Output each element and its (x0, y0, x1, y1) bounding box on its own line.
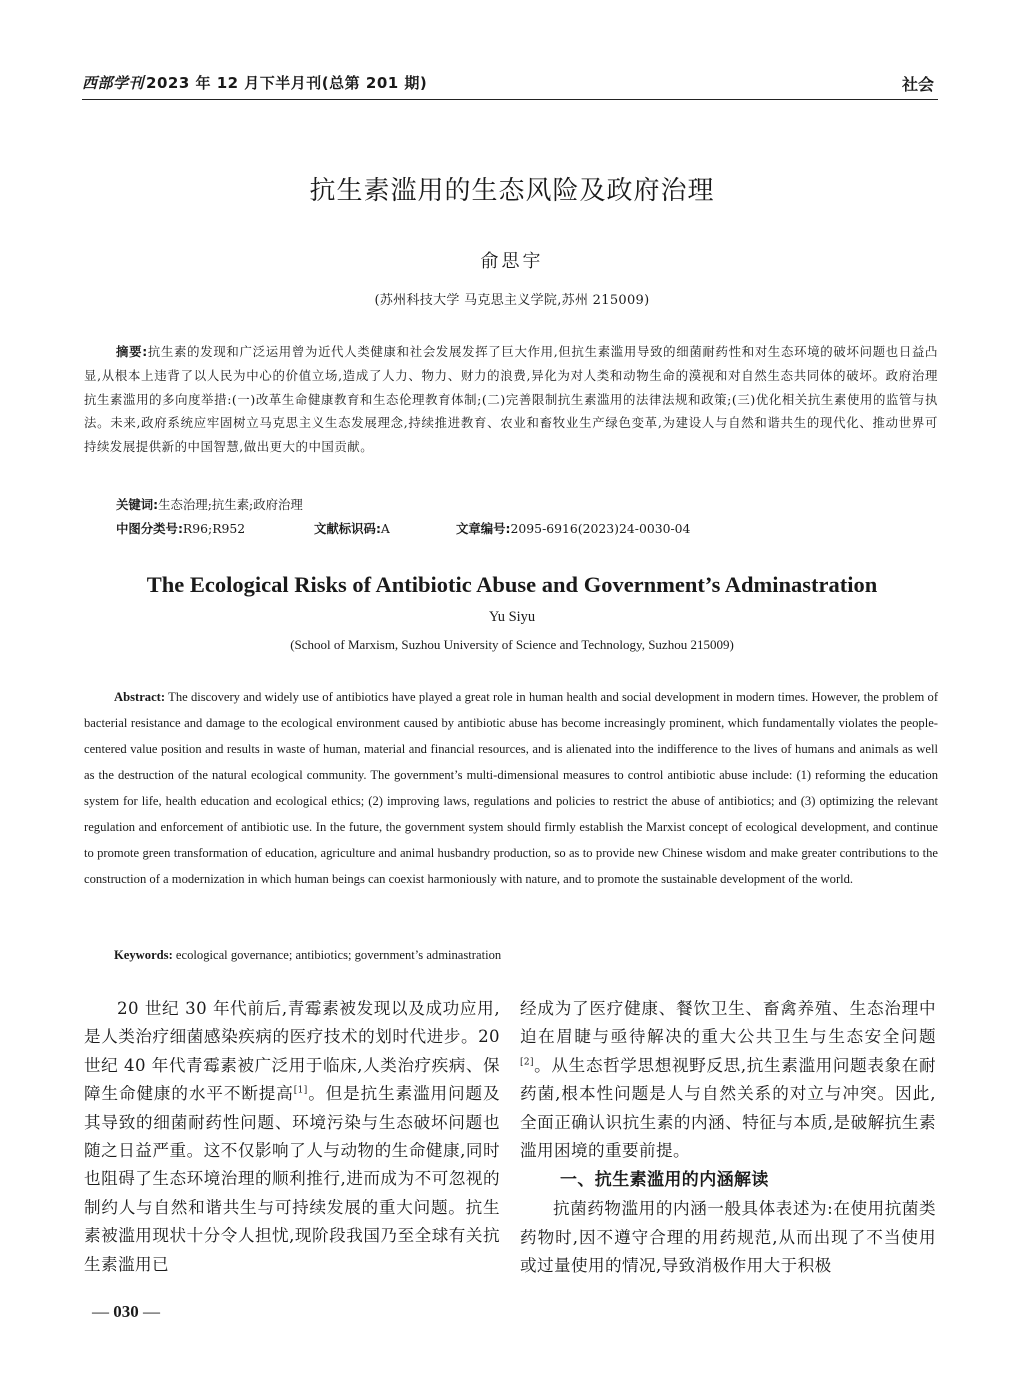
doc-code-label: 文献标识码: (314, 521, 381, 536)
body-text: 。但是抗生素滥用问题及其导致的细菌耐药性问题、环境污染与生态破坏问题也随之日益严重。这不仅影响了人与动物的生命健康,同时也阻碍了生态环境治理的顺利推行,进而成为不可忽视的制约人与自然和谐共生与可持续发展的重大问题。抗生素被滥用现状十分令人担忧,现阶段我国乃至全球有关抗生素滥用已 (84, 1084, 500, 1274)
body-paragraph (520, 995, 936, 1165)
doc-code-value: A (380, 521, 390, 536)
journal-issue: 2023 年 12 月下半月刊(总第 201 期) (146, 74, 428, 92)
header-rule (82, 99, 938, 100)
keywords-cn (116, 493, 303, 517)
keywords-en-text: ecological governance; antibiotics; government’s adminastration (175, 948, 502, 962)
body-paragraph: 抗菌药物滥用的内涵一般具体表述为:在使用抗菌类药物时,因不遵守合理的用药规范,从而出现了不当使用或过量使用的情况,导致消极作用大于积极 (520, 1199, 936, 1276)
body-column-left (84, 995, 500, 1279)
article-no-label: 文章编号: (456, 521, 511, 536)
abstract-cn-label: 摘要: (116, 344, 148, 359)
footer-dash-left: — (92, 1302, 109, 1321)
article-no-value: 2095-6916(2023)24-0030-04 (510, 521, 691, 536)
abstract-cn (84, 340, 938, 459)
body-paragraph (84, 995, 500, 1279)
page-footer (92, 1302, 160, 1322)
abstract-en (84, 684, 938, 892)
body-text: 20 世纪 30 年代前后,青霉素被发现以及成功应用,是人类治疗细菌感染疾病的医疗技术的划时代进步。20 世纪 40 年代青霉素被广泛用于临床,人类治疗疾病、保障生命健康的水平不断提高 (84, 999, 500, 1104)
section-tag: 社会 (901, 75, 934, 94)
citation-ref: [2] (520, 1057, 534, 1068)
clc-value: R96;R952 (182, 521, 246, 536)
footer-dash-right: — (143, 1302, 160, 1321)
title-en: The Ecological Risks of Antibiotic Abuse and Government’s Adminastration (146, 572, 878, 597)
article-no-item (456, 517, 690, 541)
clc-item (116, 517, 245, 541)
affiliation-en: (School of Marxism, Suzhou University of Science and Technology, Suzhou 215009) (290, 637, 734, 652)
author-en: Yu Siyu (488, 609, 536, 625)
title-cn: 抗生素滥用的生态风险及政府治理 (309, 176, 715, 206)
citation-ref: [1] (293, 1085, 308, 1096)
keywords-en-label: Keywords: (114, 948, 173, 962)
body-text: 。从生态哲学思想视野反思,抗生素滥用问题表象在耐药菌,根本性问题是人与自然关系的对立与冲突。因此,全面正确认识抗生素的内涵、特征与本质,是破解抗生素滥用困境的重要前提。 (520, 1055, 936, 1161)
section-heading: 一、抗生素滥用的内涵解读 (560, 1170, 769, 1191)
clc-label: 中图分类号: (116, 521, 183, 536)
journal-logo: 西部学刊 (82, 74, 145, 92)
keywords-cn-text: 生态治理;抗生素;政府治理 (158, 497, 303, 512)
body-column-right (520, 995, 936, 1281)
abstract-en-text: The discovery and widely use of antibiotics have played a great role in human health and social development in modern times. However, the problem of bacterial resistance and damage to the ecological environment caused by antibiotic abuse has become increasingly prominent, which fundamentally violates the people-centered value position and results in waste of human, material and financial resources, and is alienated into the indifference to the lives of humans and animals as well as the destruction of the natural ecological community. The government’s multi-dimensional measures to control antibiotic abuse include: (1) reforming the education system for life, health education and ecological ethics; (2) improving laws, regulations and policies to restrict the abuse of antibiotics; and (3) optimizing the relevant regulation and enforcement of antibiotic use. In the future, the government system should firmly establish the Marxist concept of ecological development, and continue to promote green transformation of education, agriculture and animal husbandry production, so as to provide new Chinese wisdom and make greater contributions to the construction of a modernization in which human beings can coexist harmoniously with nature, and to promote the sustainable development of the world. (84, 690, 939, 886)
running-header (82, 68, 938, 100)
doc-code-item (314, 517, 390, 541)
page-number: 030 (113, 1302, 139, 1321)
keywords-en (114, 943, 501, 967)
affiliation-cn: (苏州科技大学 马克思主义学院,苏州 215009) (374, 293, 650, 308)
journal-issue-line (82, 72, 427, 93)
abstract-cn-text: 抗生素的发现和广泛运用曾为近代人类健康和社会发展发挥了巨大作用,但抗生素滥用导致的细菌耐药性和对生态环境的破坏问题也日益凸显,从根本上违背了以人民为中心的价值立场,造成了人力、物力、财力的浪费,异化为对人类和动物生命的漠视和对自然生态共同体的破坏。政府治理抗生素滥用的多向度举措:(一)改革生命健康教育和生态伦理教育体制;(二)完善限制抗生素滥用的法律法规和政策;(三)优化相关抗生素使用的监管与执法。未来,政府系统应牢固树立马克思主义生态发展理念,持续推进教育、农业和畜牧业生产绿色变革,为建设人与自然和谐共生的现代化、推动世界可持续发展提供新的中国智慧,做出更大的中国贡献。 (84, 344, 938, 455)
author-cn: 俞思宇 (480, 251, 544, 272)
abstract-en-label: Abstract: (114, 690, 166, 704)
body-text: 经成为了医疗健康、餐饮卫生、畜禽养殖、生态治理中迫在眉睫与亟待解决的重大公共卫生与生态安全问题 (520, 999, 936, 1047)
keywords-cn-label: 关键词: (116, 497, 159, 512)
